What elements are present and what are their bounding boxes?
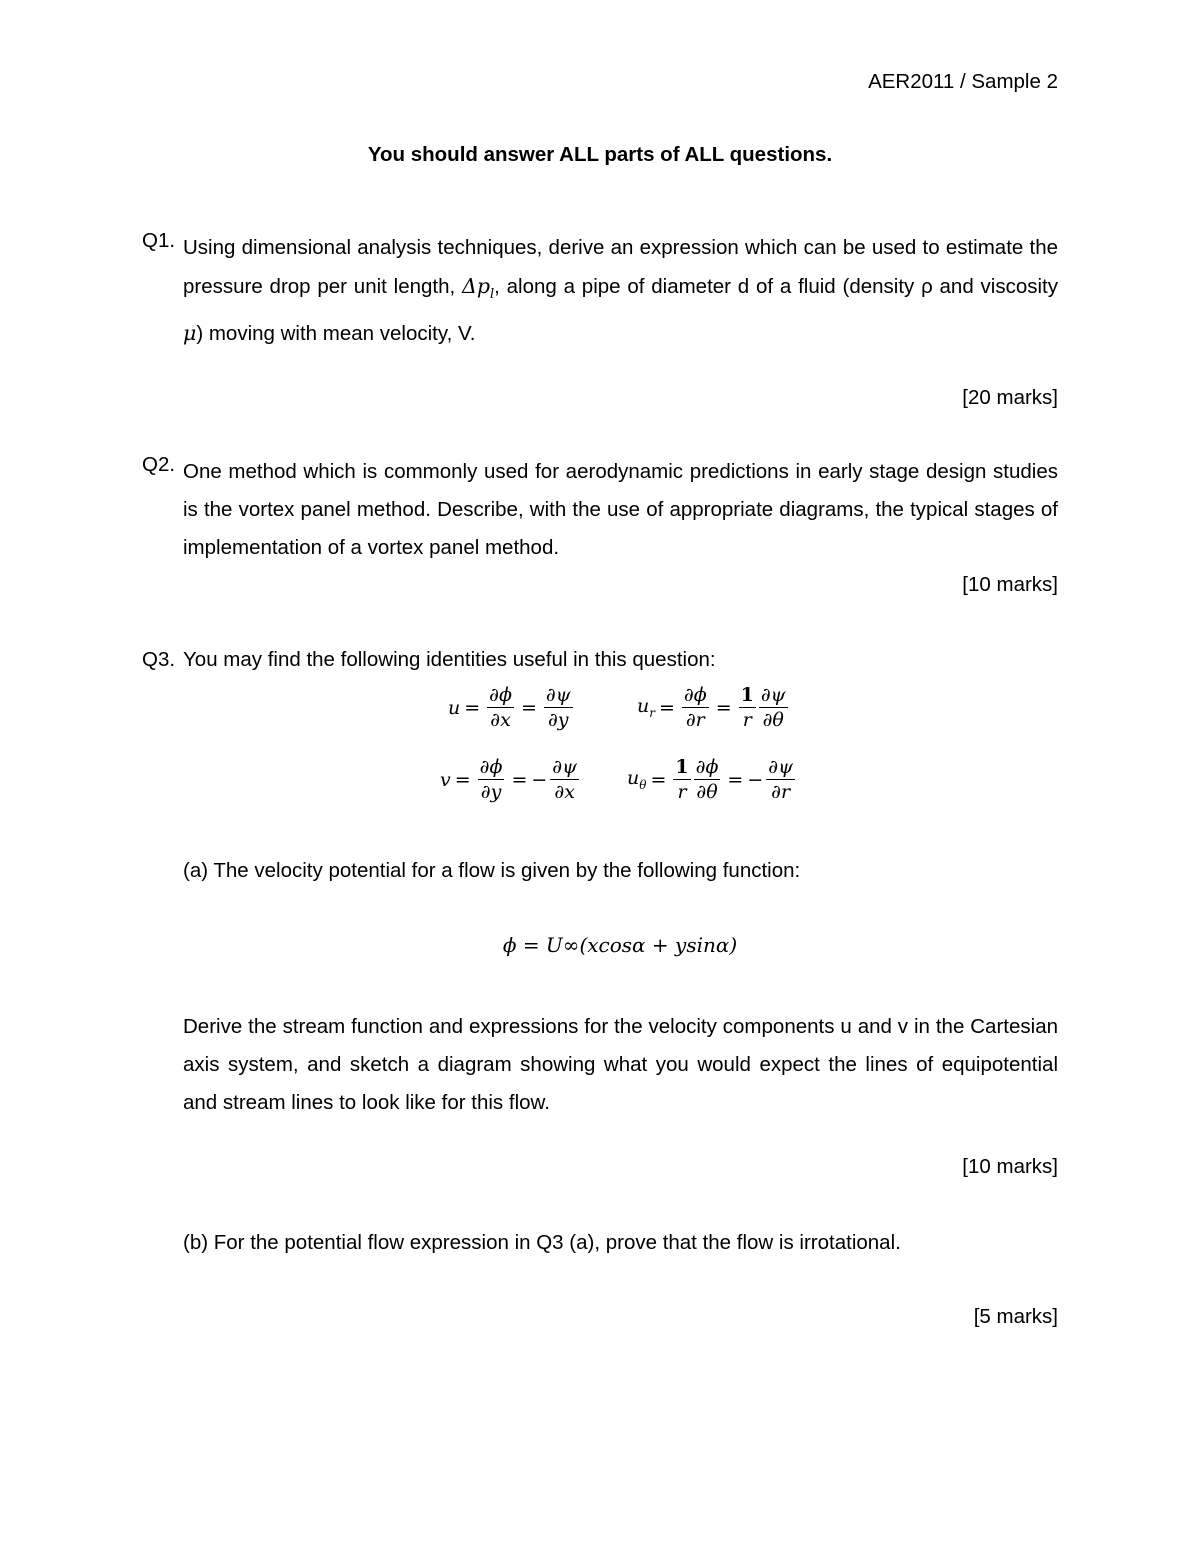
question-1-text-part-3: ) moving with mean velocity, V. <box>196 322 476 346</box>
part-b-marks: [5 marks] <box>973 1305 1058 1328</box>
question-1-marks: [20 marks] <box>962 386 1058 409</box>
identity-v: v = $\frac{\partial\phi}{\partial y}$ = − $\frac{\partial\psi}{\partial x}$ <box>440 756 578 803</box>
question-1-label: Q1. <box>142 229 176 252</box>
question-2-text: One method which is commonly used for aerodynamic predictions in early stage design studies is the vortex panel method. Describe, with the use of appropriate diagrams, the typical stages of implementation of a vortex panel method. <box>183 460 1058 559</box>
course-code: AER2011 / Sample 2 <box>868 70 1058 93</box>
velocity-potential-formula: ϕ = U∞(xcosα + ysinα) <box>502 933 738 957</box>
identity-utheta: $u_\theta$ = $\frac{1}{r}$ $\frac{\partial\phi}{\partial\theta}$ = − $\frac{\partial\psi}{\partial r}$ <box>627 756 793 803</box>
question-1-text <box>183 229 1058 353</box>
pressure-drop-symbol: $\Delta p_l$ <box>462 274 495 303</box>
question-2-marks: [10 marks] <box>962 573 1058 596</box>
identity-ur: $u_r$ = $\frac{\partial\phi}{\partial r}$ = $\frac{1}{r}$ $\frac{\partial\psi}{\partial\theta}$ <box>637 684 786 731</box>
question-3-intro: You may find the following identities useful in this question: <box>183 648 716 671</box>
question-3-label: Q3. <box>142 648 176 671</box>
part-a-intro: (a) The velocity potential for a flow is given by the following function: <box>183 859 801 882</box>
question-1-text-part-1: Using dimensional analysis techniques, derive an expression which can be used to estimate the pressure drop per unit length, <box>183 236 1058 298</box>
instructions: You should answer ALL parts of ALL questions. <box>367 143 833 166</box>
part-a-marks: [10 marks] <box>962 1155 1058 1178</box>
question-1-text-part-2: , along a pipe of diameter d of a fluid (density ρ and viscosity <box>494 275 1058 298</box>
part-b-text: (b) For the potential flow expression in Q3 (a), prove that the flow is irrotational. <box>183 1231 901 1254</box>
question-2-label: Q2. <box>142 453 176 476</box>
part-a-text: Derive the stream function and expressions for the velocity components u and v in the Cartesian axis system, and sketch a diagram showing what you would expect the lines of equipotential and stream lines to look like for this flow. <box>183 1015 1058 1114</box>
viscosity-symbol: μ <box>183 321 197 346</box>
identity-u: u = $\frac{\partial\phi}{\partial x}$ = $\frac{\partial\psi}{\partial y}$ <box>448 684 571 731</box>
